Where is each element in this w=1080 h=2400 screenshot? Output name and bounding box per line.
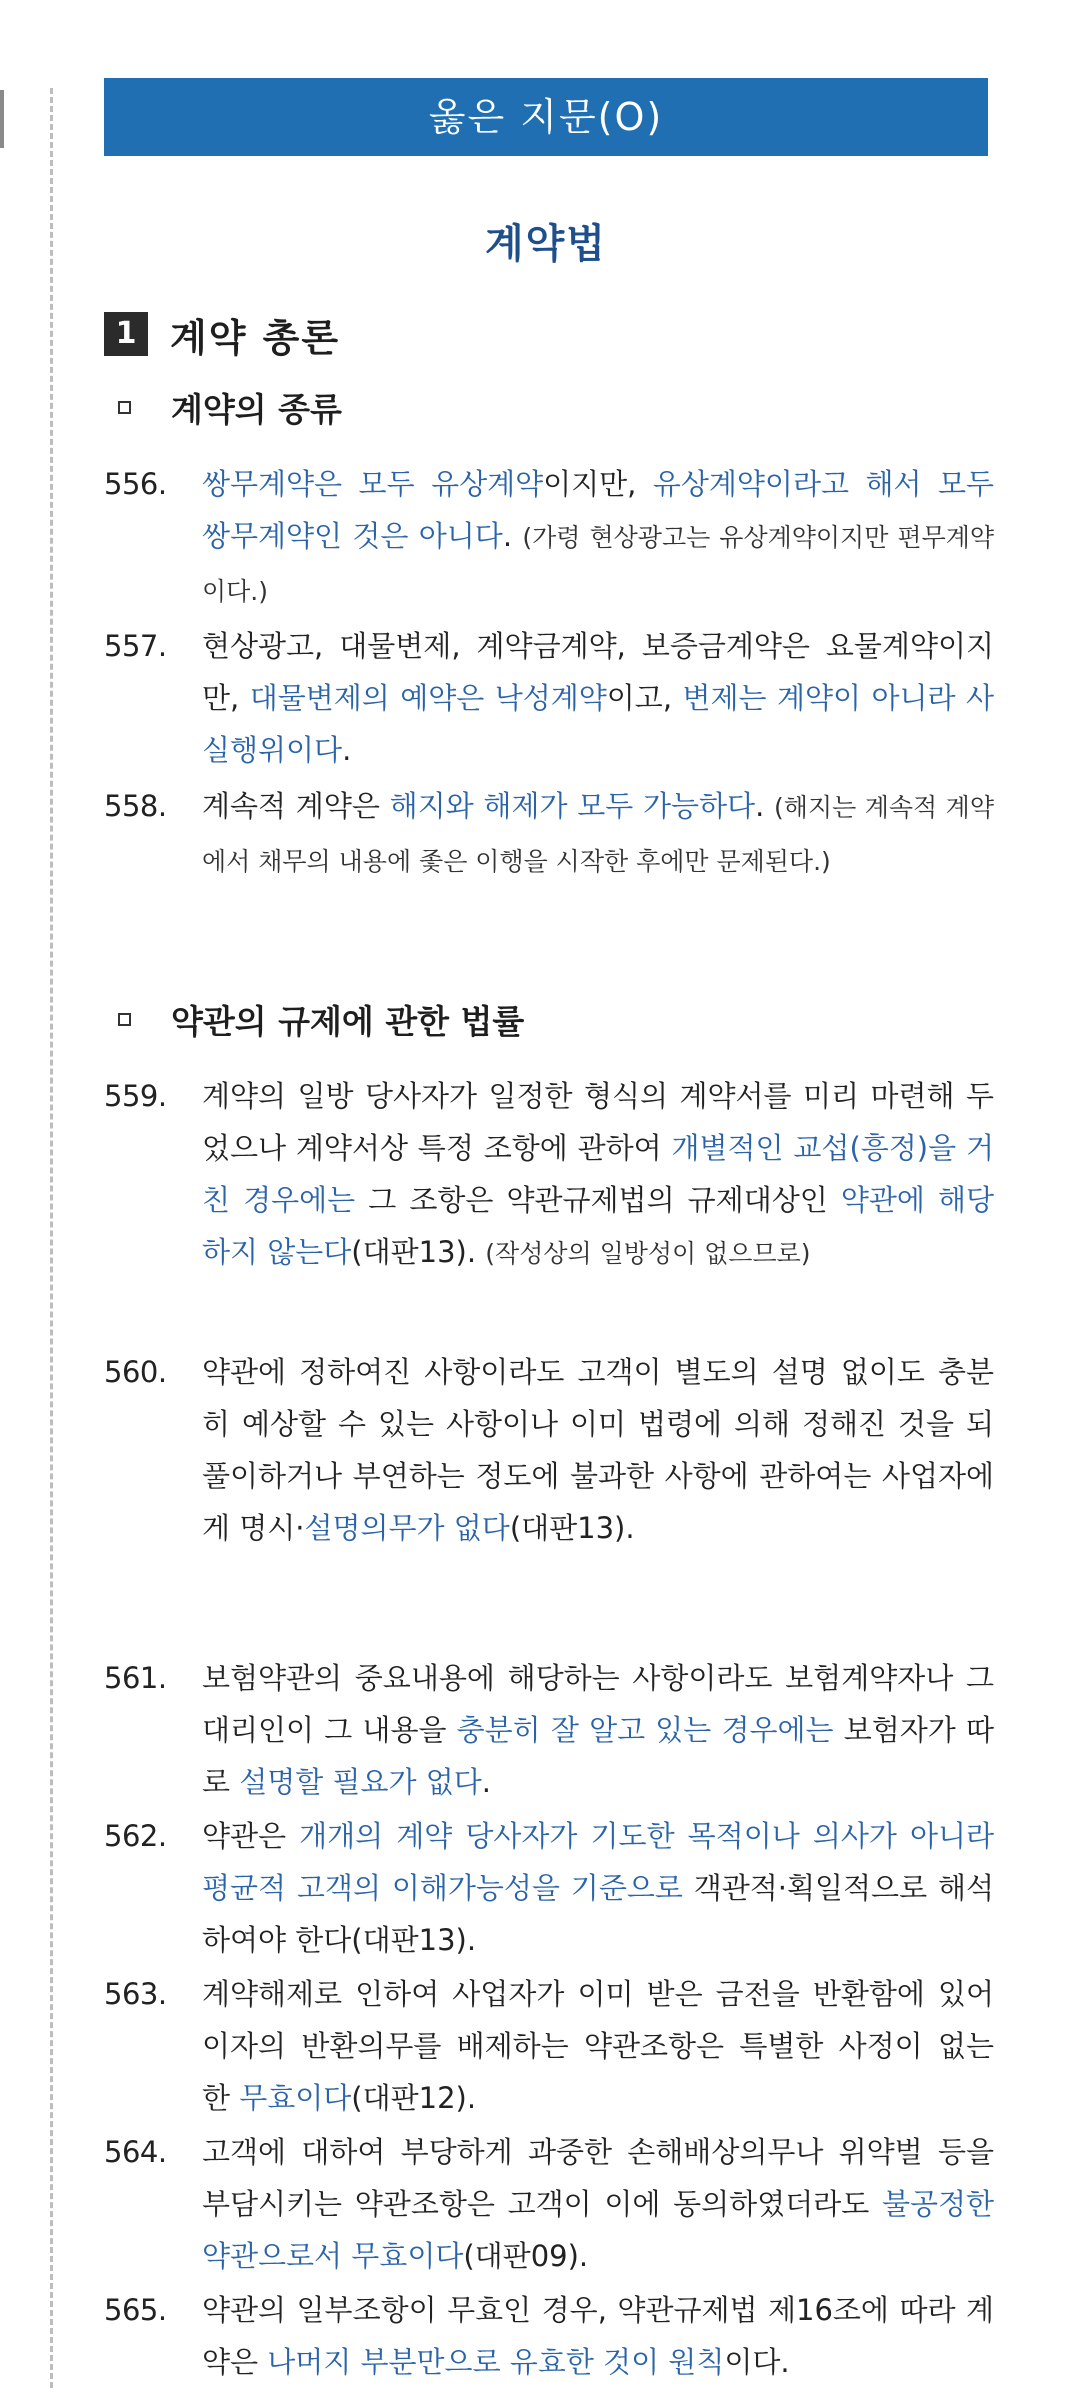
body-text: 이지만,: [543, 467, 653, 501]
item-text: [202, 1346, 994, 1554]
highlighted-text: 나머지 부분만으로 유효한 것이 원칙: [267, 2345, 725, 2379]
item-number: 563.: [104, 1977, 167, 2011]
item-text: [202, 2284, 994, 2388]
item-text: [202, 620, 994, 776]
item-number: 561.: [104, 1661, 167, 1695]
highlighted-text: 개개의 계약 당사자가 기도한 목적이나 의사가 아니라 평균적 고객의 이해가능성을 기준으로: [202, 1819, 994, 1905]
item-number: 562.: [104, 1819, 167, 1853]
body-text: 보험자가 따로: [202, 1713, 994, 1799]
body-text: 그 조항은 약관규제법의 규제대상인: [355, 1183, 841, 1217]
item-number: 558.: [104, 789, 167, 823]
body-text: .: [342, 733, 352, 767]
chapter-title: 계약 총론: [170, 315, 341, 360]
body-text: 현상광고, 대물변제, 계약금계약, 보증금계약은 요물계약이지만,: [202, 629, 994, 715]
body-text: (대판12).: [351, 2081, 477, 2115]
item-text: [202, 1968, 994, 2124]
list-item: [104, 1652, 994, 1808]
highlighted-text: 무효이다: [239, 2081, 352, 2115]
highlighted-text: 대물변제의 예약은 낙성계약: [249, 681, 607, 715]
highlighted-text: 설명할 필요가 없다: [239, 1765, 482, 1799]
answer-type-banner: 옳은 지문(O): [104, 78, 988, 156]
highlighted-text: 충분히 잘 알고 있는 경우에는: [456, 1713, 834, 1747]
body-text: 계약해제로 인하여 사업자가 이미 받은 금전을 반환함에 있어 이자의 반환의무를 배제하는 약관조항은 특별한 사정이 없는 한: [202, 1977, 994, 2115]
body-text: (대판09).: [463, 2239, 589, 2273]
body-text: 이다.: [724, 2345, 790, 2379]
item-number: 559.: [104, 1079, 167, 1113]
square-bullet-icon: [118, 1013, 131, 1026]
body-text: 계약의 일방 당사자가 일정한 형식의 계약서를 미리 마련해 두었으나 계약서상 특정 조항에 관하여: [202, 1079, 994, 1165]
highlighted-text: 개별적인 교섭(흥정)을 거친 경우에는: [202, 1131, 994, 1217]
list-item: [104, 458, 994, 618]
note-text: (작성상의 일방성이 없으므로): [485, 1239, 811, 1268]
body-text: 약관의 일부조항이 무효인 경우, 약관규제법 제16조에 따라 계약은: [202, 2293, 995, 2379]
item-text: [202, 1070, 994, 1280]
list-item: [104, 1810, 994, 1966]
dotted-margin-rule: [50, 88, 53, 2388]
list-item: [104, 780, 994, 888]
section-title: 약관의 규제에 관한 법률: [171, 1002, 525, 1041]
highlighted-text: 유상계약이라고 해서 모두 쌍무계약인 것은 아니다: [202, 467, 994, 553]
chapter-heading: [104, 308, 340, 360]
body-text: 계속적 계약은: [202, 789, 390, 823]
item-number: 560.: [104, 1355, 167, 1389]
body-text: 보험약관의 중요내용에 해당하는 사항이라도 보험계약자나 그 대리인이 그 내용을: [202, 1661, 994, 1747]
note-text: (해지는 계속적 계약에서 채무의 내용에 좇은 이행을 시작한 후에만 문제된다.): [202, 793, 994, 876]
chapter-number-badge: 1: [104, 312, 148, 356]
highlighted-text: 쌍무계약은 모두 유상계약: [202, 467, 544, 501]
section-title: 계약의 종류: [171, 390, 342, 429]
highlighted-text: 변제는 계약이 아니라 사실행위이다: [202, 681, 995, 767]
body-text: 이고,: [606, 681, 683, 715]
list-item: [104, 2126, 994, 2282]
list-item: [104, 1070, 994, 1280]
body-text: 약관은: [202, 1819, 300, 1853]
body-text: .: [502, 519, 523, 553]
highlighted-text: 약관에 해당하지 않는다: [202, 1183, 994, 1269]
item-text: [202, 780, 994, 888]
list-item: [104, 620, 994, 776]
page-title: 계약법: [485, 221, 607, 267]
highlighted-text: 불공정한 약관으로서 무효이다: [202, 2187, 994, 2273]
highlighted-text: 설명의무가 없다: [304, 1511, 510, 1545]
section-heading: [118, 996, 524, 1043]
body-text: (대판13).: [351, 1235, 486, 1269]
body-text: .: [481, 1765, 492, 1799]
body-text: 객관적·획일적으로 해석하여야 한다(대판13).: [202, 1871, 994, 1957]
list-item: [104, 1346, 994, 1554]
section-heading: [118, 384, 342, 431]
body-text: (대판13).: [509, 1511, 635, 1545]
body-text: .: [755, 789, 775, 823]
note-text: (가령 현상광고는 유상계약이지만 편무계약이다.): [202, 523, 995, 606]
item-number: 556.: [104, 467, 167, 501]
body-text: 약관에 정하여진 사항이라도 고객이 별도의 설명 없이도 충분히 예상할 수 있는 사항이나 이미 법령에 의해 정해진 것을 되풀이하거나 부연하는 정도에 불과한 사항에 관하여는 사업자에게 명시·: [202, 1355, 994, 1545]
item-number: 557.: [104, 629, 167, 663]
item-text: [202, 458, 994, 618]
item-number: 565.: [104, 2293, 167, 2327]
body-text: 고객에 대하여 부당하게 과중한 손해배상의무나 위약벌 등을 부담시키는 약관조항은 고객이 이에 동의하였더라도: [202, 2135, 994, 2221]
square-bullet-icon: [118, 401, 131, 414]
item-text: [202, 2126, 994, 2282]
item-text: [202, 1810, 994, 1966]
list-item: [104, 2284, 994, 2388]
highlighted-text: 해지와 해제가 모두 가능하다: [389, 789, 756, 823]
page-edge-marker: [0, 90, 4, 148]
item-text: [202, 1652, 994, 1808]
item-number: 564.: [104, 2135, 167, 2169]
list-item: [104, 1968, 994, 2124]
